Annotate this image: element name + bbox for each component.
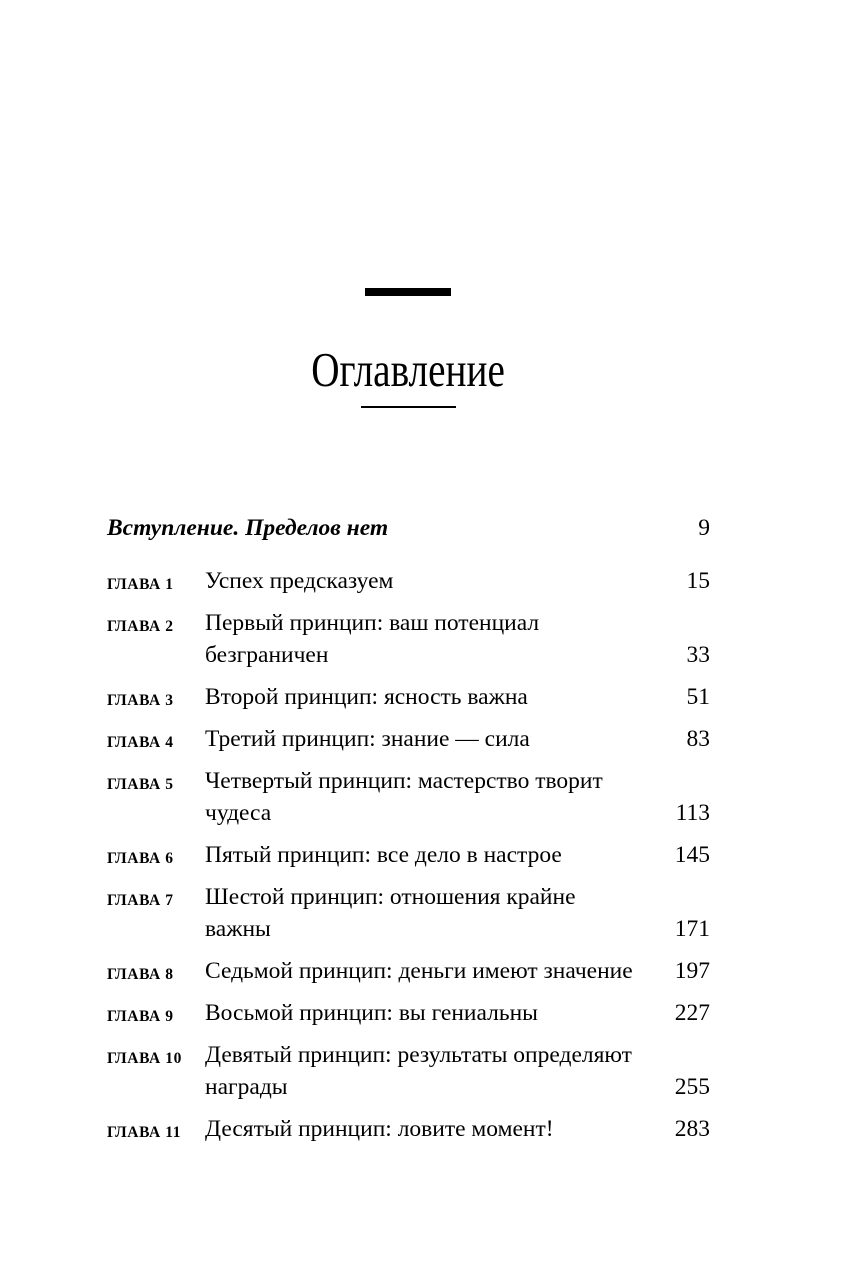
toc-entry-title: Седьмой принцип: деньги имеют значение [205, 958, 633, 984]
toc-chapter-label: ГЛАВА 4 [107, 734, 174, 751]
table-of-contents [107, 512, 710, 1155]
toc-entry-title: Первый принцип: ваш потенциал безграничен [205, 610, 540, 668]
toc-entry-title: Девятый принцип: результаты определяют награды [205, 1042, 632, 1100]
toc-entry-chapter-3 [107, 681, 710, 713]
toc-chapter-label: ГЛАВА 11 [107, 1124, 182, 1141]
toc-entry-page-number: 283 [674, 1116, 710, 1142]
toc-entry-title: Десятый принцип: ловите момент! [205, 1116, 554, 1142]
toc-entry-title: Четвертый принцип: мастерство творит чудеса [205, 768, 603, 826]
toc-chapter-label: ГЛАВА 10 [107, 1050, 182, 1067]
toc-entry-page-number: 197 [674, 958, 710, 984]
toc-entry-title: Восьмой принцип: вы гениальны [205, 1000, 538, 1026]
toc-entry-title: Пятый принцип: все дело в настрое [205, 842, 562, 868]
toc-entry-chapter-4 [107, 723, 710, 755]
toc-entry-chapter-2 [107, 607, 710, 671]
toc-entry-chapter-8 [107, 955, 710, 987]
toc-entry-page-number: 83 [686, 726, 710, 752]
toc-entry-page-number: 227 [674, 1000, 710, 1026]
toc-chapter-label: ГЛАВА 9 [107, 1008, 174, 1025]
toc-entry-page-number: 51 [686, 684, 710, 710]
toc-entry-chapter-7 [107, 881, 710, 945]
toc-entry-title: Вступление. Пределов нет [107, 515, 389, 541]
toc-entry-page-number: 255 [674, 1074, 710, 1100]
toc-entry-title: Третий принцип: знание — сила [205, 726, 530, 752]
toc-entry-page-number: 33 [686, 642, 710, 668]
toc-entry-page-number: 113 [675, 800, 710, 826]
toc-entry-title: Шестой принцип: отношения крайне важны [205, 884, 576, 942]
page-title: Оглавление [311, 342, 506, 397]
toc-chapter-label: ГЛАВА 7 [107, 892, 174, 909]
toc-chapter-label: ГЛАВА 6 [107, 850, 174, 867]
toc-chapter-label: ГЛАВА 2 [107, 618, 174, 635]
toc-chapter-label: ГЛАВА 8 [107, 966, 174, 983]
title-row [107, 340, 710, 400]
title-underline [361, 406, 456, 408]
toc-entry-chapter-6 [107, 839, 710, 871]
section-divider-rule [365, 288, 451, 296]
toc-chapter-label: ГЛАВА 1 [107, 576, 174, 593]
toc-entry-page-number: 15 [686, 568, 710, 594]
toc-entry-chapter-11 [107, 1113, 710, 1145]
toc-entry-title: Второй принцип: ясность важна [205, 684, 528, 710]
toc-chapter-label: ГЛАВА 3 [107, 692, 174, 709]
toc-entry-page-number: 171 [674, 916, 710, 942]
toc-entry-title: Успех предсказуем [205, 568, 394, 594]
toc-entry-page-number: 9 [698, 515, 710, 541]
toc-entry-chapter-10 [107, 1039, 710, 1103]
toc-entry-chapter-9 [107, 997, 710, 1029]
toc-chapter-label: ГЛАВА 5 [107, 776, 174, 793]
toc-entry-chapter-1 [107, 565, 710, 597]
toc-entry-chapter-5 [107, 765, 710, 829]
toc-entry-page-number: 145 [674, 842, 710, 868]
toc-entry-introduction [107, 512, 710, 544]
